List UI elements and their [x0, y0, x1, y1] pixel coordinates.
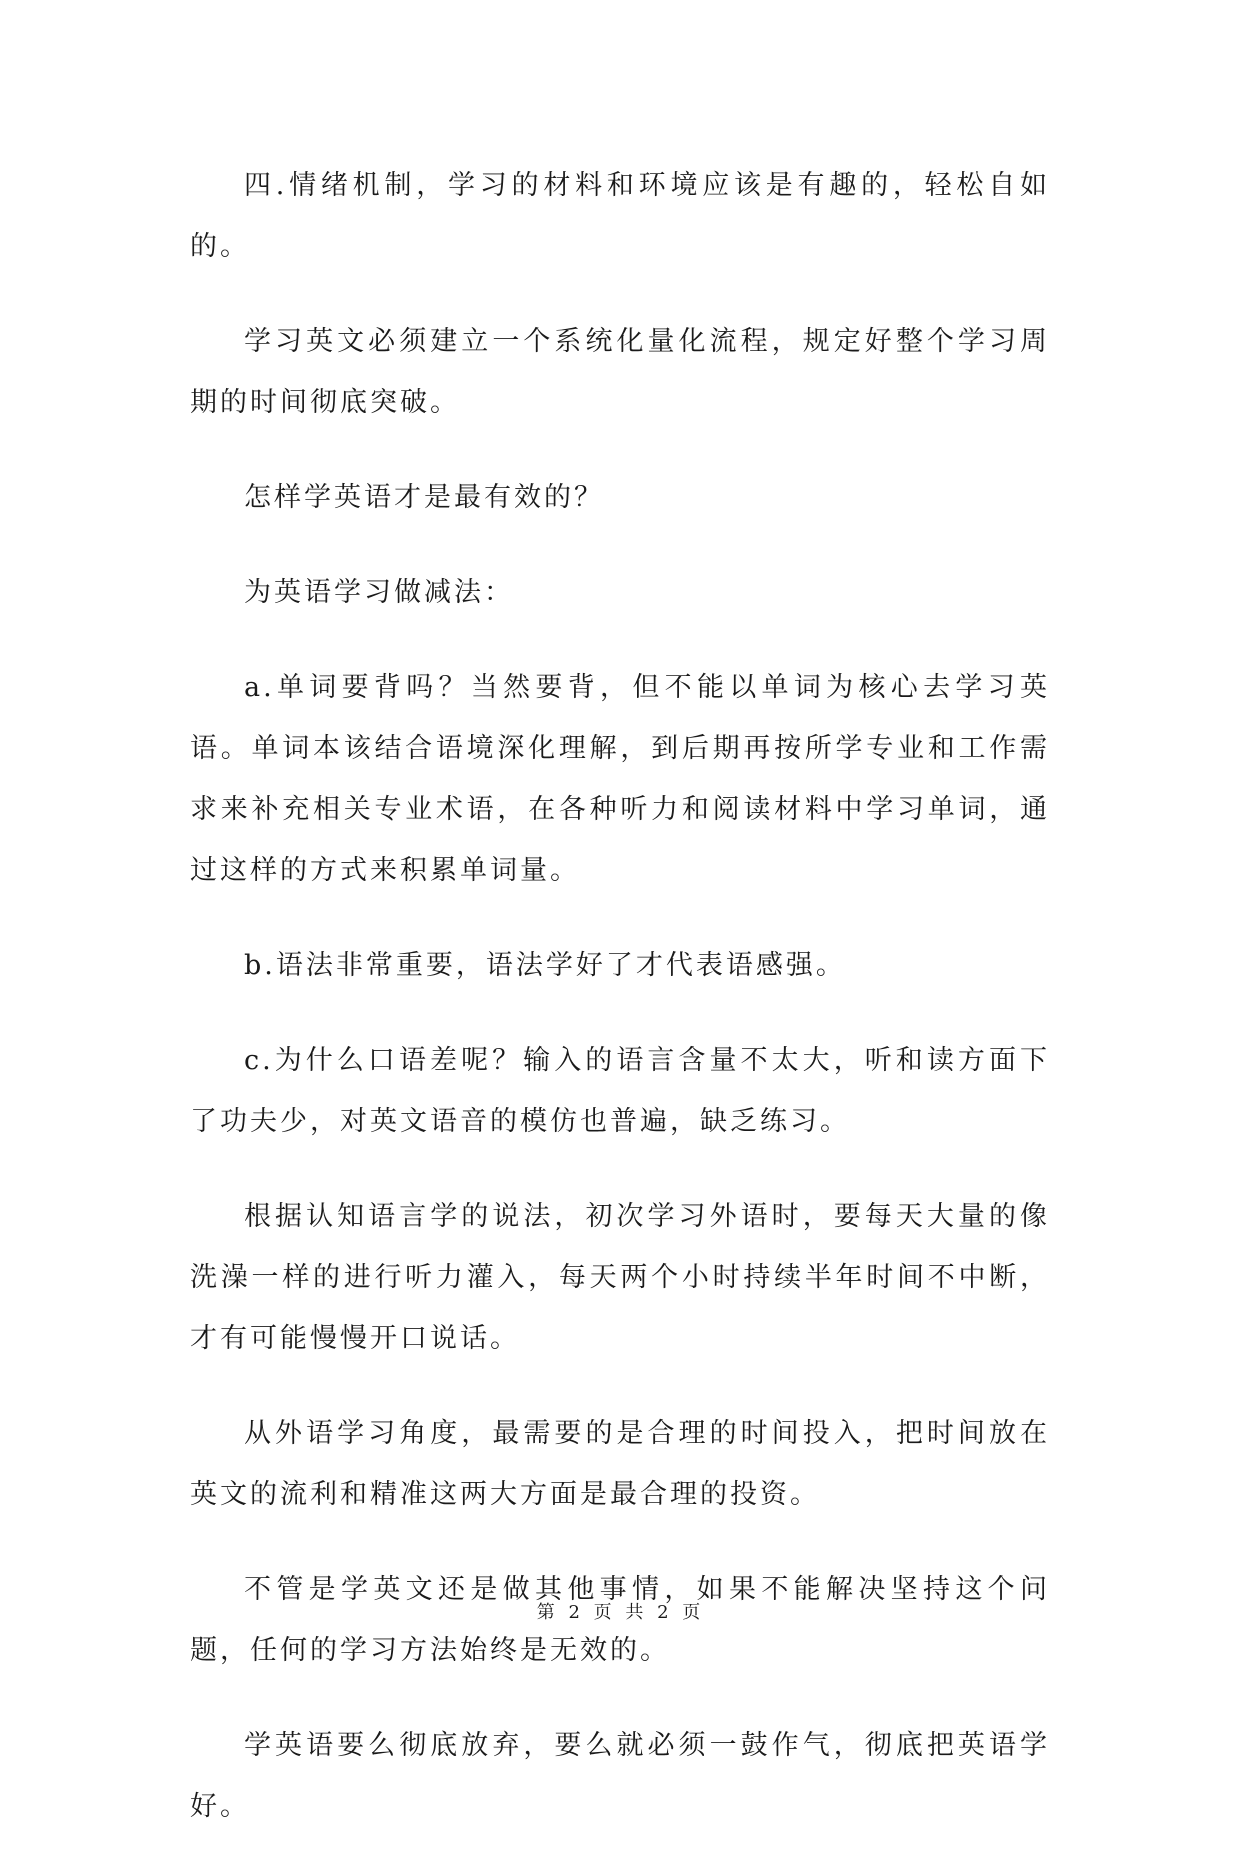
paragraph: c.为什么口语差呢？输入的语言含量不太大，听和读方面下了功夫少，对英文语音的模仿也普遍，缺乏练习。 [190, 1045, 1050, 1137]
paragraph: 四.情绪机制，学习的材料和环境应该是有趣的，轻松自如的。 [190, 170, 1050, 262]
paragraph: 学英语要么彻底放弃，要么就必须一鼓作气，彻底把英语学好。 [190, 1730, 1050, 1822]
paragraph: 根据认知语言学的说法，初次学习外语时，要每天大量的像洗澡一样的进行听力灌入，每天两个小时持续半年时间不中断，才有可能慢慢开口说话。 [190, 1201, 1050, 1354]
paragraph: 怎样学英语才是最有效的？ [244, 482, 604, 513]
paragraph: 为英语学习做减法： [244, 577, 514, 608]
paragraph: 从外语学习角度，最需要的是合理的时间投入，把时间放在英文的流利和精准这两大方面是最合理的投资。 [190, 1418, 1050, 1510]
paragraph: 学习英文必须建立一个系统化量化流程，规定好整个学习周期的时间彻底突破。 [190, 326, 1050, 418]
paragraph: 不管是学英文还是做其他事情，如果不能解决坚持这个问题，任何的学习方法始终是无效的。 [190, 1574, 1050, 1666]
paragraph: b.语法非常重要，语法学好了才代表语感强。 [244, 950, 846, 981]
paragraph: a.单词要背吗？当然要背，但不能以单词为核心去学习英语。单词本该结合语境深化理解，到后期再按所学专业和工作需求来补充相关专业术语，在各种听力和阅读材料中学习单词，通过这样的方式来积累单词量。 [190, 672, 1050, 886]
page-number-footer: 第 2 页 共 2 页 [536, 1602, 705, 1623]
